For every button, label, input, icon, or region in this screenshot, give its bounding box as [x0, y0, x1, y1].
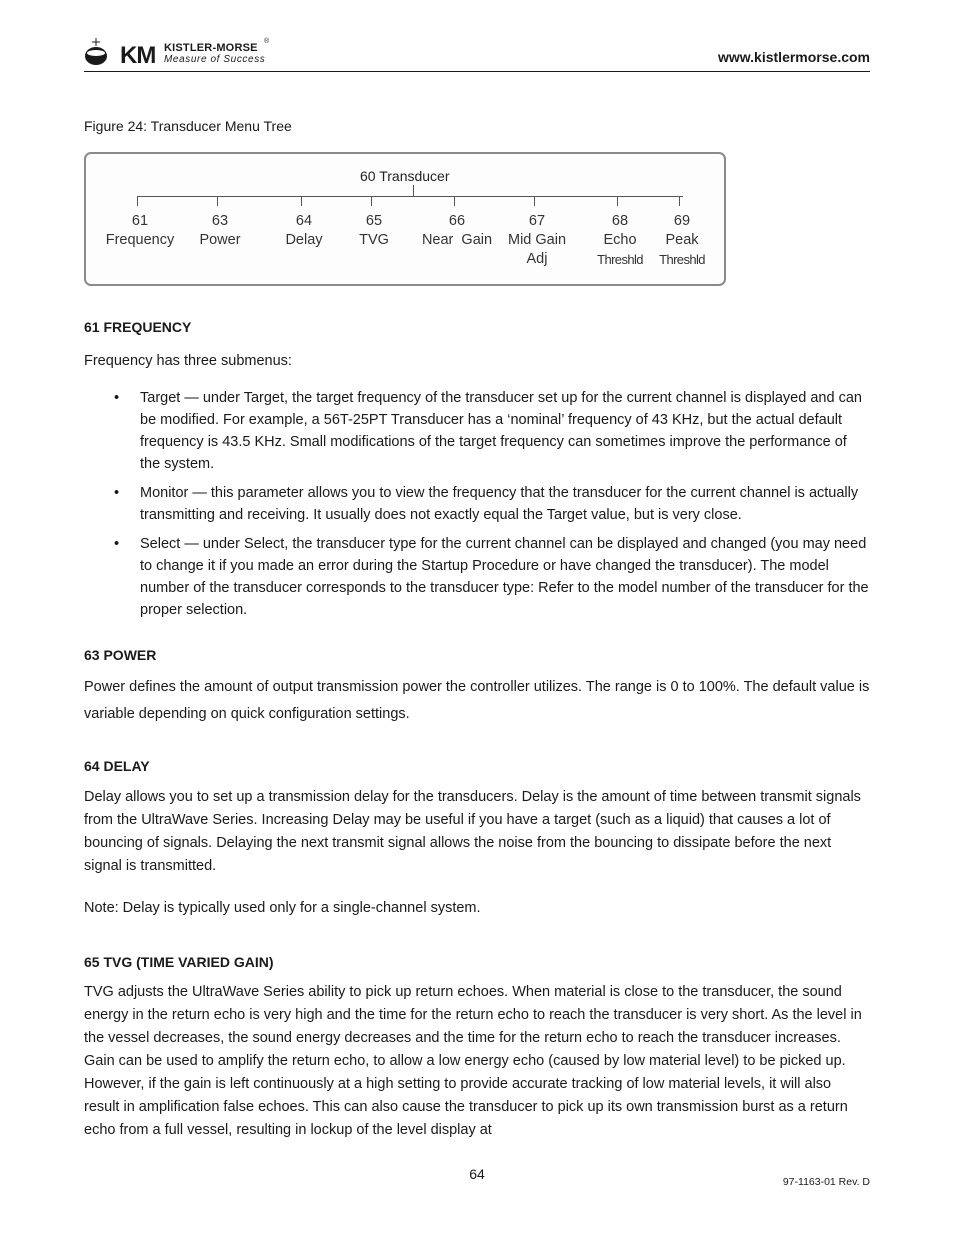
- tree-node-number: 61: [131, 213, 149, 229]
- delay-note: Note: Delay is typically used only for a single-channel system.: [84, 900, 481, 916]
- tree-branch-tick: [534, 196, 535, 206]
- delay-body: Delay allows you to set up a transmission delay for the transducers. Delay is the amount of time between transmit signals from the UltraWave Series. Increasing Delay may be useful if you have a target (such as a liquid) that causes a lot of bouncing of signals. Delaying the next transmit signal allows the noise from the bouncing to dissipate before the next signal is transmitted.: [84, 789, 861, 874]
- tree-node-label: TVG: [359, 232, 389, 248]
- tree-node: [637, 212, 727, 269]
- figure-caption: Figure 24: Transducer Menu Tree: [84, 118, 292, 134]
- tree-node-label-line2: Threshld: [597, 252, 643, 267]
- section-heading-tvg: 65 TVG (TIME VARIED GAIN): [84, 954, 274, 970]
- tree-node-label: Frequency: [105, 232, 175, 248]
- section-heading-power: 63 POWER: [84, 647, 157, 663]
- tvg-body: TVG adjusts the UltraWave Series ability to pick up return echoes. When material is close to the transducer, the sound energy in the return echo is very high and the time for the return echo to reach the transducer is very short. As the level in the vessel decreases, the sound energy decreases and the time for the return echo to reach the transducer increases. Gain can be used to amplify the return echo, to allow a low energy echo (caused by low material level) to be picked up. However, if the gain is left continuously at a high setting to provide accurate tracking of low material levels, it will also result in amplification false echoes. This can also cause the transducer to pick up its own transmission burst as a return echo from a full vessel, resulting in lockup of the level display at: [84, 984, 862, 1138]
- frequency-submenu-list: [84, 387, 870, 628]
- logo-tagline: Measure of Success: [164, 54, 266, 65]
- tree-horizontal-bar: [137, 196, 683, 197]
- tree-node-number: 68: [611, 213, 629, 229]
- list-item-text: Select — under Select, the transducer type for the current channel can be displayed and changed (you may need to change it if you made an error during the Startup Procedure or have changed the transducer). The model number of the transducer corresponds to the transducer type: Refer to the model number of the transducer for the proper selection.: [140, 536, 869, 618]
- tree-node-label: Power: [199, 232, 241, 248]
- tree-node: [492, 212, 582, 269]
- list-item: [84, 533, 870, 621]
- logo-brand: KM: [120, 42, 156, 69]
- section-heading-frequency: 61 FREQUENCY: [84, 319, 192, 335]
- tree-node-label-line2: Adj: [526, 251, 548, 267]
- bullet-icon: •: [114, 390, 120, 406]
- bullet-icon: •: [114, 485, 120, 501]
- tree-branch-tick: [679, 196, 680, 206]
- tree-node-number: 66: [448, 213, 466, 229]
- tree-node-label: Echo: [603, 232, 637, 248]
- tree-node: [412, 212, 502, 250]
- tree-node-label: Mid Gain: [507, 232, 567, 248]
- list-item-text: Target — under Target, the target frequency of the transducer set up for the current channel is displayed and can be modified. For example, a 56T-25PT Transducer has a ‘nominal’ frequency of 43 KHz, but the actual default frequency is 43.5 KHz. Small modifications of the target frequency can sometimes improve the performance of the system.: [140, 390, 862, 472]
- document-revision: 97-1163-01 Rev. D: [782, 1176, 870, 1188]
- tree-branch-tick: [454, 196, 455, 206]
- frequency-intro: Frequency has three submenus:: [84, 353, 292, 369]
- tree-node: [95, 212, 185, 250]
- tree-root-connector: [413, 185, 414, 196]
- list-item: [84, 482, 870, 526]
- list-item-text: Monitor — this parameter allows you to view the frequency that the transducer for the current channel is actually transmitting and receiving. It usually does not exactly equal the Target value, but is very close.: [140, 485, 859, 523]
- transducer-menu-tree: [84, 152, 726, 286]
- logo-emblem-icon: [84, 36, 118, 70]
- tree-node-number: 64: [295, 213, 313, 229]
- list-item: [84, 387, 870, 475]
- tree-node-number: 63: [211, 213, 229, 229]
- tree-node-number: 67: [528, 213, 546, 229]
- tree-root-label: 60 Transducer: [360, 168, 450, 184]
- logo-registered-mark: ®: [264, 38, 270, 45]
- bullet-icon: •: [114, 536, 120, 552]
- tree-node-number: 65: [365, 213, 383, 229]
- header-divider: [84, 71, 870, 72]
- tree-branch-tick: [217, 196, 218, 206]
- logo-company-name: KISTLER-MORSE: [164, 42, 258, 54]
- tree-branch-tick: [371, 196, 372, 206]
- website-url: www.kistlermorse.com: [718, 49, 870, 65]
- power-body: Power defines the amount of output transmission power the controller utilizes. The range is 0 to 100%. The default value is variable depending on quick configuration settings.: [84, 679, 870, 722]
- tree-node-label-line2: Threshld: [659, 252, 705, 267]
- tree-node-label: Near Gain: [421, 232, 493, 248]
- page-number: 64: [469, 1166, 485, 1182]
- section-heading-delay: 64 DELAY: [84, 758, 150, 774]
- tree-branch-tick: [617, 196, 618, 206]
- tree-node-number: 69: [673, 213, 691, 229]
- tree-node-label: Peak: [665, 232, 699, 248]
- tree-node: [329, 212, 419, 250]
- tree-node-label: Delay: [285, 232, 323, 248]
- company-logo: [84, 36, 284, 70]
- tree-branch-tick: [137, 196, 138, 206]
- tree-node: [175, 212, 265, 250]
- tree-branch-tick: [301, 196, 302, 206]
